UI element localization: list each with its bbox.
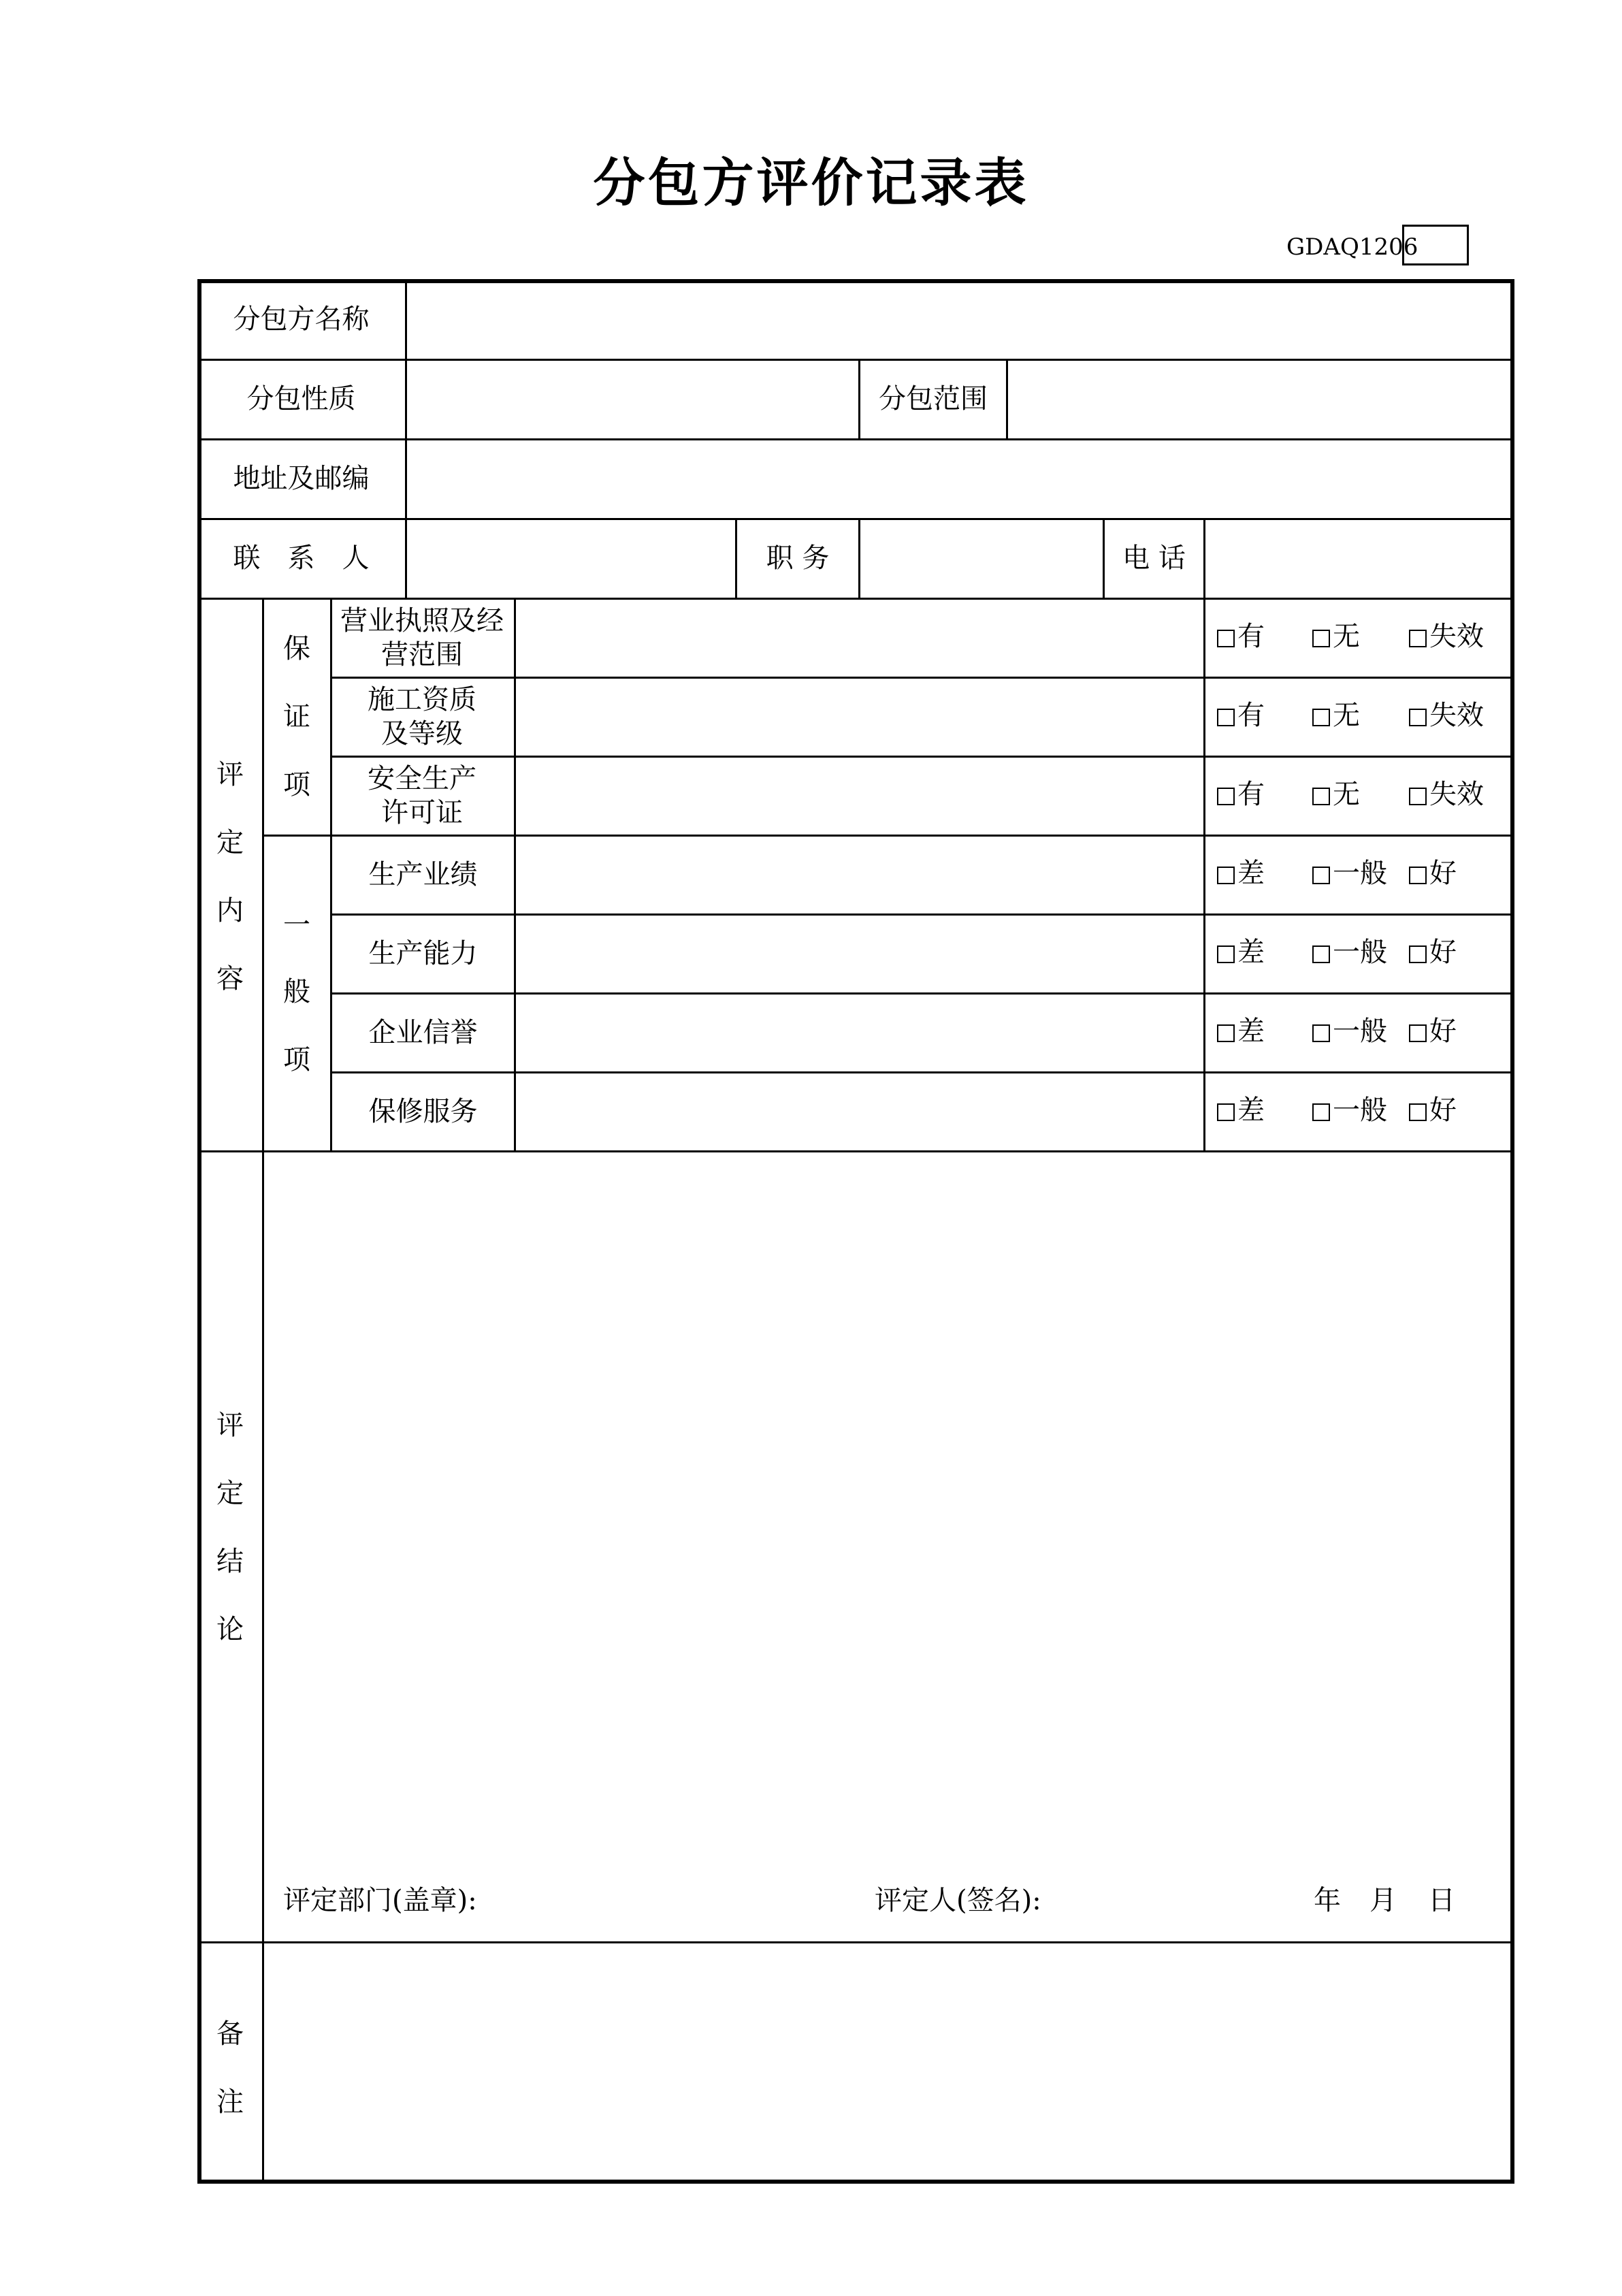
form-code: GDAQ1206 — [1286, 233, 1418, 261]
checkbox-icon — [1217, 1024, 1235, 1042]
checkbox-option[interactable]: 一般 — [1312, 860, 1387, 887]
checkbox-icon — [1312, 788, 1330, 805]
checkbox-icon — [1409, 788, 1427, 805]
checkbox-option[interactable]: 好 — [1409, 1018, 1457, 1045]
row-divider — [197, 1941, 1514, 1943]
eval-content-char: 容 — [216, 963, 244, 995]
remarks-char: 注 — [216, 2086, 244, 2118]
row-divider — [197, 1150, 1514, 1152]
checkbox-icon — [1409, 867, 1427, 884]
contact-field[interactable] — [407, 520, 734, 596]
capacity-field[interactable] — [516, 916, 1202, 991]
checkbox-option[interactable]: 一般 — [1312, 939, 1387, 966]
business-license-field[interactable] — [516, 600, 1202, 675]
date-month-label: 月 — [1369, 1885, 1397, 1916]
checkbox-option[interactable]: 好 — [1409, 939, 1457, 966]
conclusion-char: 评 — [216, 1410, 244, 1441]
date-day-label: 日 — [1428, 1885, 1455, 1916]
page-title: 分包方评价记录表 — [593, 152, 1029, 213]
checkbox-option[interactable]: 一般 — [1312, 1018, 1387, 1045]
guarantee-char: 项 — [283, 769, 310, 801]
checkbox-icon — [1217, 709, 1235, 726]
checkbox-option[interactable]: 有 — [1217, 781, 1265, 808]
guarantee-char: 证 — [283, 701, 310, 732]
checkbox-icon — [1409, 1103, 1427, 1121]
general-char: 项 — [283, 1044, 310, 1076]
checkbox-option[interactable]: 无 — [1312, 781, 1360, 808]
conclusion-char: 结 — [216, 1546, 244, 1577]
item-business-license-label: 营业执照及经营范围 — [340, 605, 504, 670]
remarks-field[interactable] — [267, 1945, 1510, 2177]
checkbox-option[interactable]: 失效 — [1409, 623, 1484, 650]
checkbox-option[interactable]: 有 — [1217, 623, 1265, 650]
dept-stamp-label: 评定部门(盖章): — [283, 1885, 477, 1916]
item-warranty-label: 保修服务 — [368, 1096, 478, 1127]
checkbox-icon — [1217, 867, 1235, 884]
name-field[interactable] — [407, 281, 1510, 357]
checkbox-icon — [1312, 1103, 1330, 1121]
checkbox-option[interactable]: 好 — [1409, 1097, 1457, 1124]
col-divider — [1203, 518, 1205, 1150]
performance-field[interactable] — [516, 837, 1202, 912]
form-number-input[interactable] — [1402, 225, 1469, 265]
item-capacity-label: 生产能力 — [368, 938, 478, 969]
remarks-char: 备 — [216, 2018, 244, 2050]
checkbox-option[interactable]: 差 — [1217, 939, 1265, 966]
item-qualification-label: 施工资质及等级 — [368, 684, 476, 749]
checkbox-icon — [1312, 709, 1330, 726]
evaluator-sign-label: 评定人(签名): — [875, 1885, 1041, 1916]
position-label: 职 务 — [766, 542, 830, 574]
checkbox-option[interactable]: 有 — [1217, 702, 1265, 729]
checkbox-icon — [1409, 630, 1427, 647]
eval-content-char: 内 — [216, 895, 244, 926]
conclusion-char: 定 — [216, 1478, 244, 1509]
checkbox-icon — [1312, 945, 1330, 963]
date-year-label: 年 — [1314, 1885, 1341, 1916]
phone-field[interactable] — [1205, 520, 1510, 596]
checkbox-icon — [1217, 788, 1235, 805]
scope-label: 分包范围 — [879, 383, 988, 415]
conclusion-char: 论 — [216, 1614, 244, 1645]
checkbox-option[interactable]: 差 — [1217, 1018, 1265, 1045]
reputation-field[interactable] — [516, 995, 1202, 1070]
warranty-field[interactable] — [516, 1073, 1202, 1149]
safety-permit-field[interactable] — [516, 758, 1202, 833]
position-field[interactable] — [860, 520, 1101, 596]
item-safety-permit-label: 安全生产许可证 — [368, 763, 476, 828]
checkbox-option[interactable]: 差 — [1217, 860, 1265, 887]
checkbox-icon — [1409, 945, 1427, 963]
address-field[interactable] — [407, 440, 1510, 517]
phone-label: 电 话 — [1122, 542, 1186, 574]
checkbox-icon — [1217, 630, 1235, 647]
checkbox-option[interactable]: 好 — [1409, 860, 1457, 887]
eval-content-char: 评 — [216, 759, 244, 790]
checkbox-icon — [1312, 630, 1330, 647]
nature-label: 分包性质 — [246, 383, 356, 415]
checkbox-icon — [1409, 1024, 1427, 1042]
general-char: 般 — [283, 976, 310, 1007]
col-divider — [262, 598, 264, 2184]
checkbox-option[interactable]: 失效 — [1409, 781, 1484, 808]
checkbox-icon — [1312, 867, 1330, 884]
qualification-field[interactable] — [516, 679, 1202, 754]
conclusion-field[interactable] — [267, 1154, 1510, 1869]
item-performance-label: 生产业绩 — [368, 859, 478, 890]
checkbox-option[interactable]: 无 — [1312, 702, 1360, 729]
address-label: 地址及邮编 — [233, 462, 370, 494]
guarantee-char: 保 — [283, 633, 310, 664]
item-reputation-label: 企业信誉 — [368, 1017, 478, 1048]
checkbox-icon — [1409, 709, 1427, 726]
checkbox-option[interactable]: 无 — [1312, 623, 1360, 650]
checkbox-option[interactable]: 差 — [1217, 1097, 1265, 1124]
checkbox-icon — [1312, 1024, 1330, 1042]
contact-label: 联 系 人 — [233, 542, 370, 574]
eval-content-char: 定 — [216, 827, 244, 858]
general-char: 一 — [283, 909, 310, 941]
checkbox-option[interactable]: 一般 — [1312, 1097, 1387, 1124]
checkbox-icon — [1217, 1103, 1235, 1121]
checkbox-option[interactable]: 失效 — [1409, 702, 1484, 729]
nature-field[interactable] — [407, 361, 856, 437]
checkbox-icon — [1217, 945, 1235, 963]
name-label: 分包方名称 — [233, 303, 370, 335]
scope-field[interactable] — [1008, 361, 1510, 437]
